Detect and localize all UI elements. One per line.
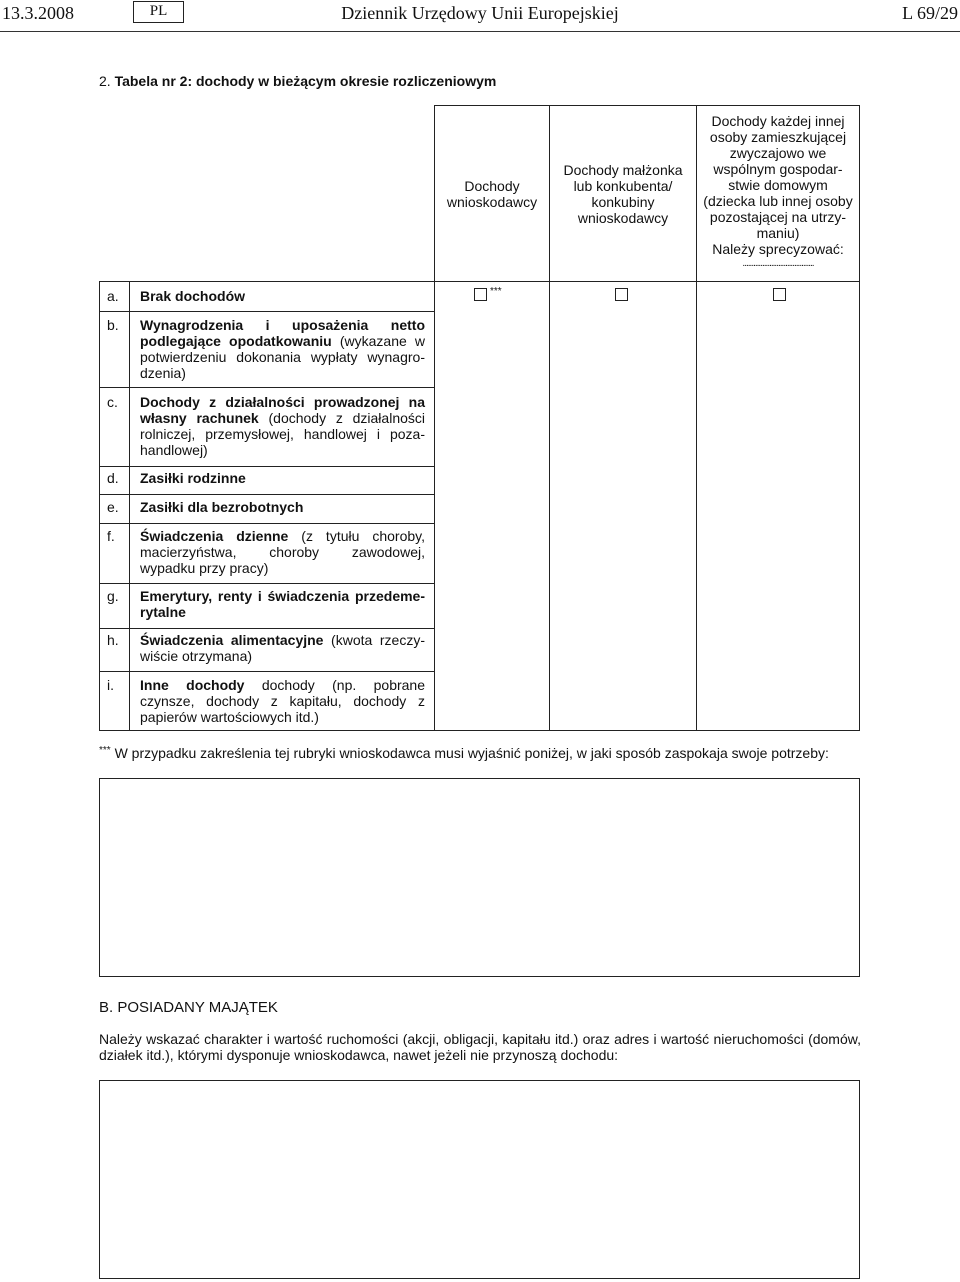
row-letter: a. — [107, 288, 119, 304]
row-label-no-income — [140, 288, 425, 304]
footnote-marker: *** — [99, 745, 111, 756]
header-rule — [0, 31, 960, 32]
column-header-specify-label: Należy sprecyzować: — [712, 241, 844, 257]
assets-description-box[interactable] — [99, 1080, 860, 1279]
table-row-line — [99, 523, 434, 524]
table-row-line — [99, 494, 434, 495]
section-title — [99, 73, 496, 89]
table-row-line — [99, 628, 434, 629]
row-label-detail: (dochody z działalności rolniczej, przemysłowej, handlowej i poza-handlowej) — [140, 410, 426, 458]
letter-column-divider — [129, 281, 130, 730]
row-letter: g. — [107, 588, 119, 604]
row-letter: c. — [107, 394, 118, 410]
checkbox-no-income-spouse[interactable] — [615, 288, 628, 301]
income-table — [99, 105, 860, 731]
section-number: 2. — [99, 73, 111, 89]
row-letter: f. — [107, 528, 115, 544]
row-label-detail: (kwota rzeczy-wiście otrzymana) — [140, 632, 425, 664]
row-label-bold: Świadczenia alimentacyjne — [140, 632, 324, 648]
row-letter: e. — [107, 499, 119, 515]
table-row-line — [99, 671, 434, 672]
row-label-family-allowance — [140, 470, 425, 486]
publication-date: 13.3.2008 — [2, 3, 74, 23]
row-label-bold: Świadczenia dzienne — [140, 528, 289, 544]
column-header-other-persons — [697, 113, 859, 281]
row-label-pensions — [140, 588, 425, 620]
table-row-line — [99, 583, 434, 584]
row-label-daily-benefits — [140, 528, 425, 576]
column-header-other-text: Dochody każdej innej osoby zamieszkującej zwyczajowo we wspólnym gospodar-stwie domowym (dziecka lub innej osoby pozostającej na utrzy-maniu) — [703, 113, 853, 241]
section-title-text: Tabela nr 2: dochody w bieżącym okresie rozliczeniowym — [114, 73, 497, 89]
footnote — [99, 745, 861, 761]
table-row-line — [99, 387, 434, 388]
table-row-line — [99, 466, 434, 467]
row-label-bold: Zasiłki rodzinne — [140, 470, 246, 486]
row-label-detail: (wykazane w potwierdzeniu dokonania wypłaty wynagro-dzenia) — [140, 333, 426, 381]
column-header-specify-dots: ........................................ — [742, 258, 814, 269]
row-label-bold: Dochody z działalności prowadzonej na własny rachunek — [140, 394, 425, 426]
journal-title: Dziennik Urzędowy Unii Europejskiej — [341, 3, 619, 23]
page-header — [0, 0, 960, 36]
table-right-border — [859, 105, 860, 730]
row-letter: b. — [107, 317, 119, 333]
column-header-applicant: Dochody wnioskodawcy — [446, 177, 538, 210]
row-label-bold: Inne dochody — [140, 677, 245, 693]
row-label-other-income — [140, 677, 425, 725]
footnote-marker: *** — [490, 286, 502, 297]
row-letter: d. — [107, 470, 119, 486]
row-label-self-employment — [140, 394, 425, 458]
table-row-line — [99, 281, 860, 282]
column-divider — [434, 281, 435, 730]
table-row-line — [99, 311, 434, 312]
row-label-bold: Wynagrodzenia i uposażenia netto podlegające opodatkowaniu — [140, 317, 425, 349]
footnote-text: W przypadku zakreślenia tej rubryki wnioskodawca musi wyjaśnić poniżej, w jaki sposób zaspokaja swoje potrzeby: — [114, 745, 829, 761]
checkbox-no-income-other[interactable] — [773, 288, 786, 301]
page-number: L 69/29 — [902, 3, 958, 23]
row-label-bold: Emerytury, renty i świadczenia przedeme-rytalne — [140, 588, 425, 620]
column-header-spouse: Dochody małżonka lub konkubenta/ konkubiny wnioskodawcy — [563, 161, 683, 226]
section-b-title: B. POSIADANY MAJĄTEK — [99, 999, 278, 1016]
table-bottom-border — [99, 730, 860, 731]
section-b-instruction: Należy wskazać charakter i wartość ruchomości (akcji, obligacji, kapitału itd.) oraz adres i wartość nieruchomości (domów, działek itd.), którymi dysponuje wnioskodawca, nawet jeżeli nie przynoszą dochodu: — [99, 1031, 861, 1063]
needs-explanation-box[interactable] — [99, 778, 860, 977]
row-label-bold: Zasiłki dla bezrobotnych — [140, 499, 304, 515]
row-letter: h. — [107, 632, 119, 648]
table-left-border — [99, 281, 100, 730]
row-label-bold: Brak dochodów — [140, 288, 246, 304]
row-letter: i. — [107, 677, 114, 693]
row-label-alimony — [140, 632, 425, 664]
row-label-detail: (z tytułu choroby, macierzyństwa, choroby zawodowej, wypadku przy pracy) — [140, 528, 426, 576]
checkbox-no-income-applicant[interactable] — [474, 288, 487, 301]
language-badge: PL — [133, 1, 184, 23]
row-label-salaries — [140, 317, 425, 381]
row-label-unemployment — [140, 499, 425, 515]
row-label-detail: dochody (np. pobrane czynsze, dochody z kapitału, dochody z papierów wartościowych itd.) — [140, 677, 426, 725]
